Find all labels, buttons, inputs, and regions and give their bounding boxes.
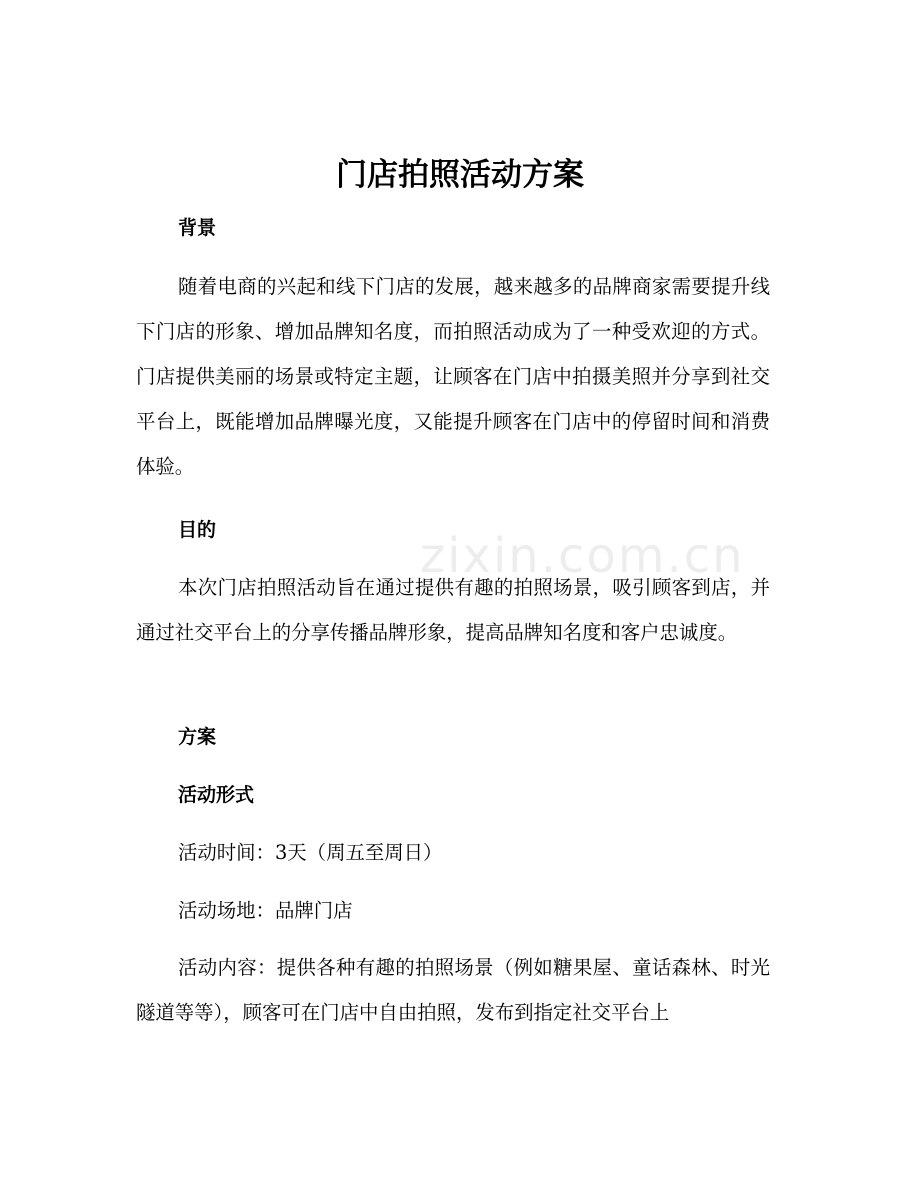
paragraph-background: 随着电商的兴起和线下门店的发展，越来越多的品牌商家需要提升线下门店的形象、增加品牌知名度，而拍照活动成为了一种受欢迎的方式。门店提供美丽的场景或特定主题，让顾客在门店中拍摄美照并分享到社交平台上，既能增加品牌曝光度，又能提升顾客在门店中的停留时间和消费体验。 <box>136 275 770 478</box>
paragraph-purpose: 本次门店拍照活动旨在通过提供有趣的拍照场景，吸引顾客到店，并通过社交平台上的分享传播品牌形象，提高品牌知名度和客户忠诚度。 <box>136 576 770 644</box>
activity-content: 活动内容：提供各种有趣的拍照场景（例如糖果屋、童话森林、时光隧道等等），顾客可在门店中自由拍照，发布到指定社交平台上 <box>136 956 770 1024</box>
heading-background: 背景 <box>178 217 217 239</box>
heading-plan: 方案 <box>178 726 217 748</box>
subheading-activity-form: 活动形式 <box>178 784 255 806</box>
activity-venue: 活动场地：品牌门店 <box>178 899 353 922</box>
watermark: zixin.com.cn <box>420 528 745 584</box>
activity-time: 活动时间：3天（周五至周日） <box>178 841 443 864</box>
document-title: 门店拍照活动方案 <box>336 157 584 193</box>
heading-purpose: 目的 <box>178 519 217 541</box>
